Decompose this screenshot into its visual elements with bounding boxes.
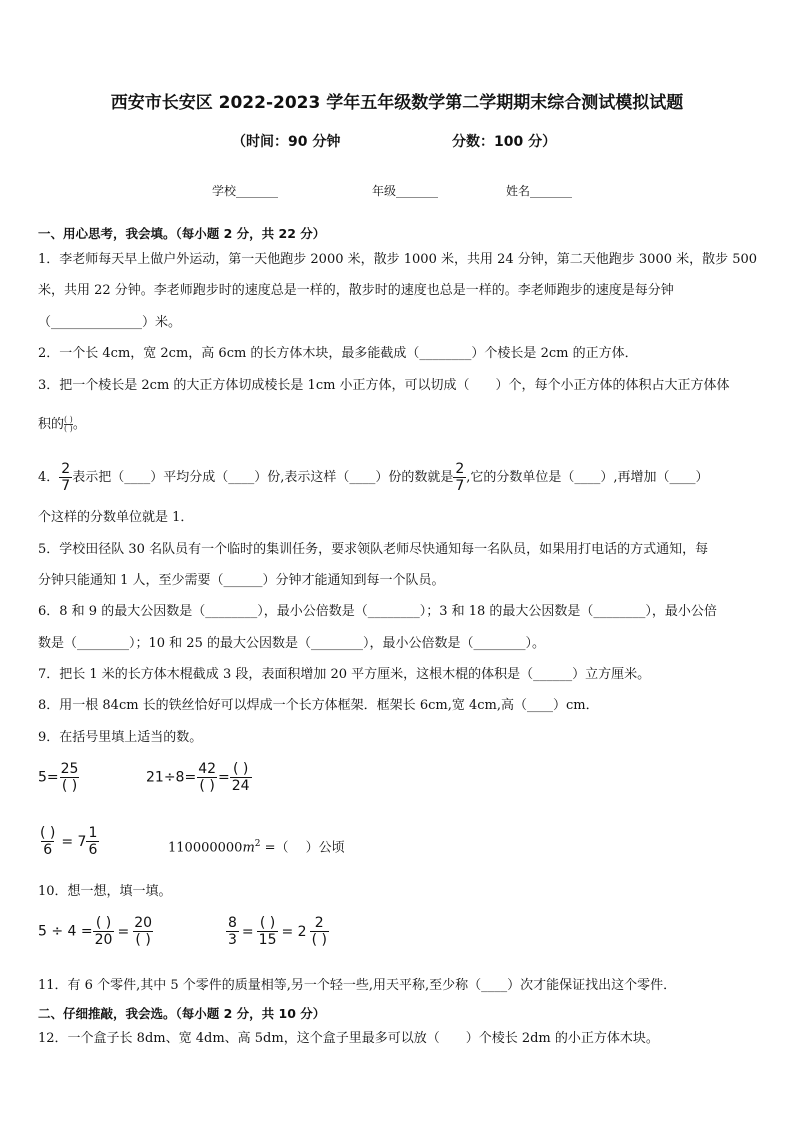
fraction-numerator: 2 bbox=[61, 461, 71, 477]
fraction-denominator: ( ) bbox=[311, 932, 327, 948]
question-6-line-1: 6．8 和 9 的最大公因数是（________），最小公倍数是（________）；3 和 18 的最大公因数是（________），最小公倍 bbox=[38, 604, 717, 619]
q10-expression-a bbox=[38, 916, 154, 947]
fraction-numerator: ( ) bbox=[40, 825, 56, 841]
fraction-numerator: ( ) bbox=[259, 915, 276, 931]
q9-expression-2 bbox=[146, 762, 252, 793]
fraction-numerator: 1 bbox=[88, 825, 98, 841]
fraction-numerator: ( ) bbox=[232, 761, 249, 777]
question-10-label: 10．想一想，填一填。 bbox=[38, 884, 172, 899]
equals-sign: = bbox=[218, 769, 230, 786]
question-11: 11．有 6 个零件,其中 5 个零件的质量相等,另一个轻一些,用天平称,至少称（____）次才能保证找出这个零件． bbox=[38, 978, 677, 993]
question-3-fraction bbox=[64, 416, 73, 433]
question-2: 2．一个长 4cm，宽 2cm，高 6cm 的长方体木块，最多能截成（________）个棱长是 2cm 的正方体． bbox=[38, 346, 638, 361]
page-title: 西安市长安区 2022-2023 学年五年级数学第二学期期末综合测试模拟试题 bbox=[110, 93, 684, 113]
question-4-text-2: ,它的分数单位是（____）,再增加（____） bbox=[466, 470, 709, 485]
fraction bbox=[226, 916, 239, 947]
equals-sign: = bbox=[241, 923, 254, 940]
question-3-line-1: 3．把一个棱长是 2cm 的大正方体切成棱长是 1cm 小正方体，可以切成（ ）个，每个小正方体的体积占大正方体体 bbox=[38, 378, 730, 393]
fraction bbox=[257, 916, 279, 947]
fraction bbox=[93, 916, 115, 947]
fraction-numerator: 2 bbox=[455, 461, 465, 477]
fraction-two-sevenths bbox=[59, 462, 72, 493]
question-4-line-2: 个这样的分数单位就是 1． bbox=[38, 510, 194, 525]
fraction-two-sevenths bbox=[453, 462, 466, 493]
fraction-numerator: 2 bbox=[314, 915, 324, 931]
fraction-denominator: 7 bbox=[455, 478, 465, 494]
equals-sign: = bbox=[117, 923, 130, 940]
exam-time: （时间：90 分钟 bbox=[232, 134, 341, 150]
section-2-heading: 二、仔细推敲，我会选。（每小题 2 分，共 10 分） bbox=[38, 1006, 326, 1021]
school-field: 学校_______ bbox=[212, 184, 279, 198]
question-3-end: 。 bbox=[72, 417, 86, 432]
question-4-text-1: 表示把（____）平均分成（____）份,表示这样（____）份的数就是 bbox=[72, 470, 454, 485]
question-4-line-1 bbox=[38, 462, 709, 493]
fraction-denominator: 7 bbox=[61, 478, 71, 494]
area-unit: m bbox=[242, 840, 255, 856]
fraction bbox=[310, 916, 329, 947]
fraction-denominator: 3 bbox=[228, 932, 237, 948]
question-1-line-2: 米，共用 22 分钟。李老师跑步时的速度总是一样的，散步时的速度也总是一样的。李老师跑步的速度是每分钟 bbox=[38, 283, 674, 298]
equals-two: = 2 bbox=[281, 923, 307, 940]
q9-expression-3 bbox=[38, 826, 99, 857]
question-8: 8．用一根 84cm 长的铁丝恰好可以焊成一个长方体框架．框架长 6cm,宽 4cm,高（____）cm． bbox=[38, 698, 599, 713]
question-4-prefix: 4． bbox=[38, 470, 60, 485]
area-value: 110000000 bbox=[168, 840, 243, 856]
question-7: 7．把长 1 米的长方体木棍截成 3 段，表面积增加 20 平方厘米，这根木棍的体积是（______）立方厘米。 bbox=[38, 667, 651, 682]
fraction bbox=[230, 762, 252, 793]
expression-left: 21÷8= bbox=[146, 769, 197, 786]
expression-left: 5 ÷ 4 = bbox=[38, 923, 93, 940]
q9-expression-4 bbox=[168, 836, 345, 856]
fraction-denominator: ( ) bbox=[135, 932, 151, 948]
fraction bbox=[38, 826, 57, 857]
fraction-denominator: ( ) bbox=[61, 778, 78, 794]
fraction bbox=[196, 762, 218, 793]
fraction bbox=[132, 916, 154, 947]
fraction-numerator: ( ) bbox=[95, 915, 112, 931]
fraction-numerator: 25 bbox=[60, 761, 79, 777]
question-1-line-1: 1．李老师每天早上做户外运动，第一天他跑步 2000 米，散步 1000 米，共用 24 分钟，第二天他跑步 3000 米，散步 500 bbox=[38, 252, 758, 267]
question-1-line-3: （______________）米。 bbox=[38, 315, 182, 330]
fraction-denominator: 15 bbox=[258, 932, 277, 948]
grade-field: 年级_______ bbox=[372, 184, 439, 198]
q10-expression-b bbox=[226, 916, 329, 947]
question-3-line-2 bbox=[38, 416, 86, 433]
fraction-denominator: ( ) bbox=[64, 424, 73, 433]
fraction-denominator: 6 bbox=[43, 842, 53, 858]
name-field: 姓名_______ bbox=[506, 184, 573, 198]
question-12: 12．一个盒子长 8dm、宽 4dm、高 5dm，这个盒子里最多可以放（ ）个棱长 2dm 的小正方体木块。 bbox=[38, 1031, 659, 1046]
fraction-numerator: ( ) bbox=[64, 415, 73, 424]
exam-score: 分数：100 分） bbox=[452, 134, 557, 150]
fraction-numerator: 42 bbox=[198, 761, 217, 777]
fraction-numerator: 8 bbox=[228, 915, 237, 931]
question-6-line-2: 数是（________）；10 和 25 的最大公因数是（________），最小公倍数是（________）。 bbox=[38, 636, 545, 651]
fraction-denominator: 20 bbox=[94, 932, 113, 948]
question-9-label: 9．在括号里填上适当的数。 bbox=[38, 730, 203, 745]
question-3-text: 积的 bbox=[38, 417, 65, 432]
area-conversion: =（ ）公顷 bbox=[260, 840, 345, 856]
expression-left: 5= bbox=[38, 769, 59, 786]
question-5-line-2: 分钟只能通知 1 人，至少需要（______）分钟才能通知到每一个队员。 bbox=[38, 573, 445, 588]
fraction-denominator: 24 bbox=[231, 778, 250, 794]
fraction bbox=[59, 762, 81, 793]
fraction-denominator: ( ) bbox=[199, 778, 215, 794]
unit-exponent: 2 bbox=[254, 839, 261, 849]
fraction-numerator: 20 bbox=[134, 915, 153, 931]
fraction bbox=[86, 826, 99, 857]
section-1-heading: 一、用心思考，我会填。（每小题 2 分，共 22 分） bbox=[38, 226, 326, 241]
equals-seven: = 7 bbox=[61, 833, 87, 850]
question-5-line-1: 5．学校田径队 30 名队员有一个临时的集训任务，要求领队老师尽快通知每一名队员，如果用打电话的方式通知，每 bbox=[38, 542, 709, 557]
fraction-denominator: 6 bbox=[88, 842, 98, 858]
q9-expression-1 bbox=[38, 762, 80, 793]
